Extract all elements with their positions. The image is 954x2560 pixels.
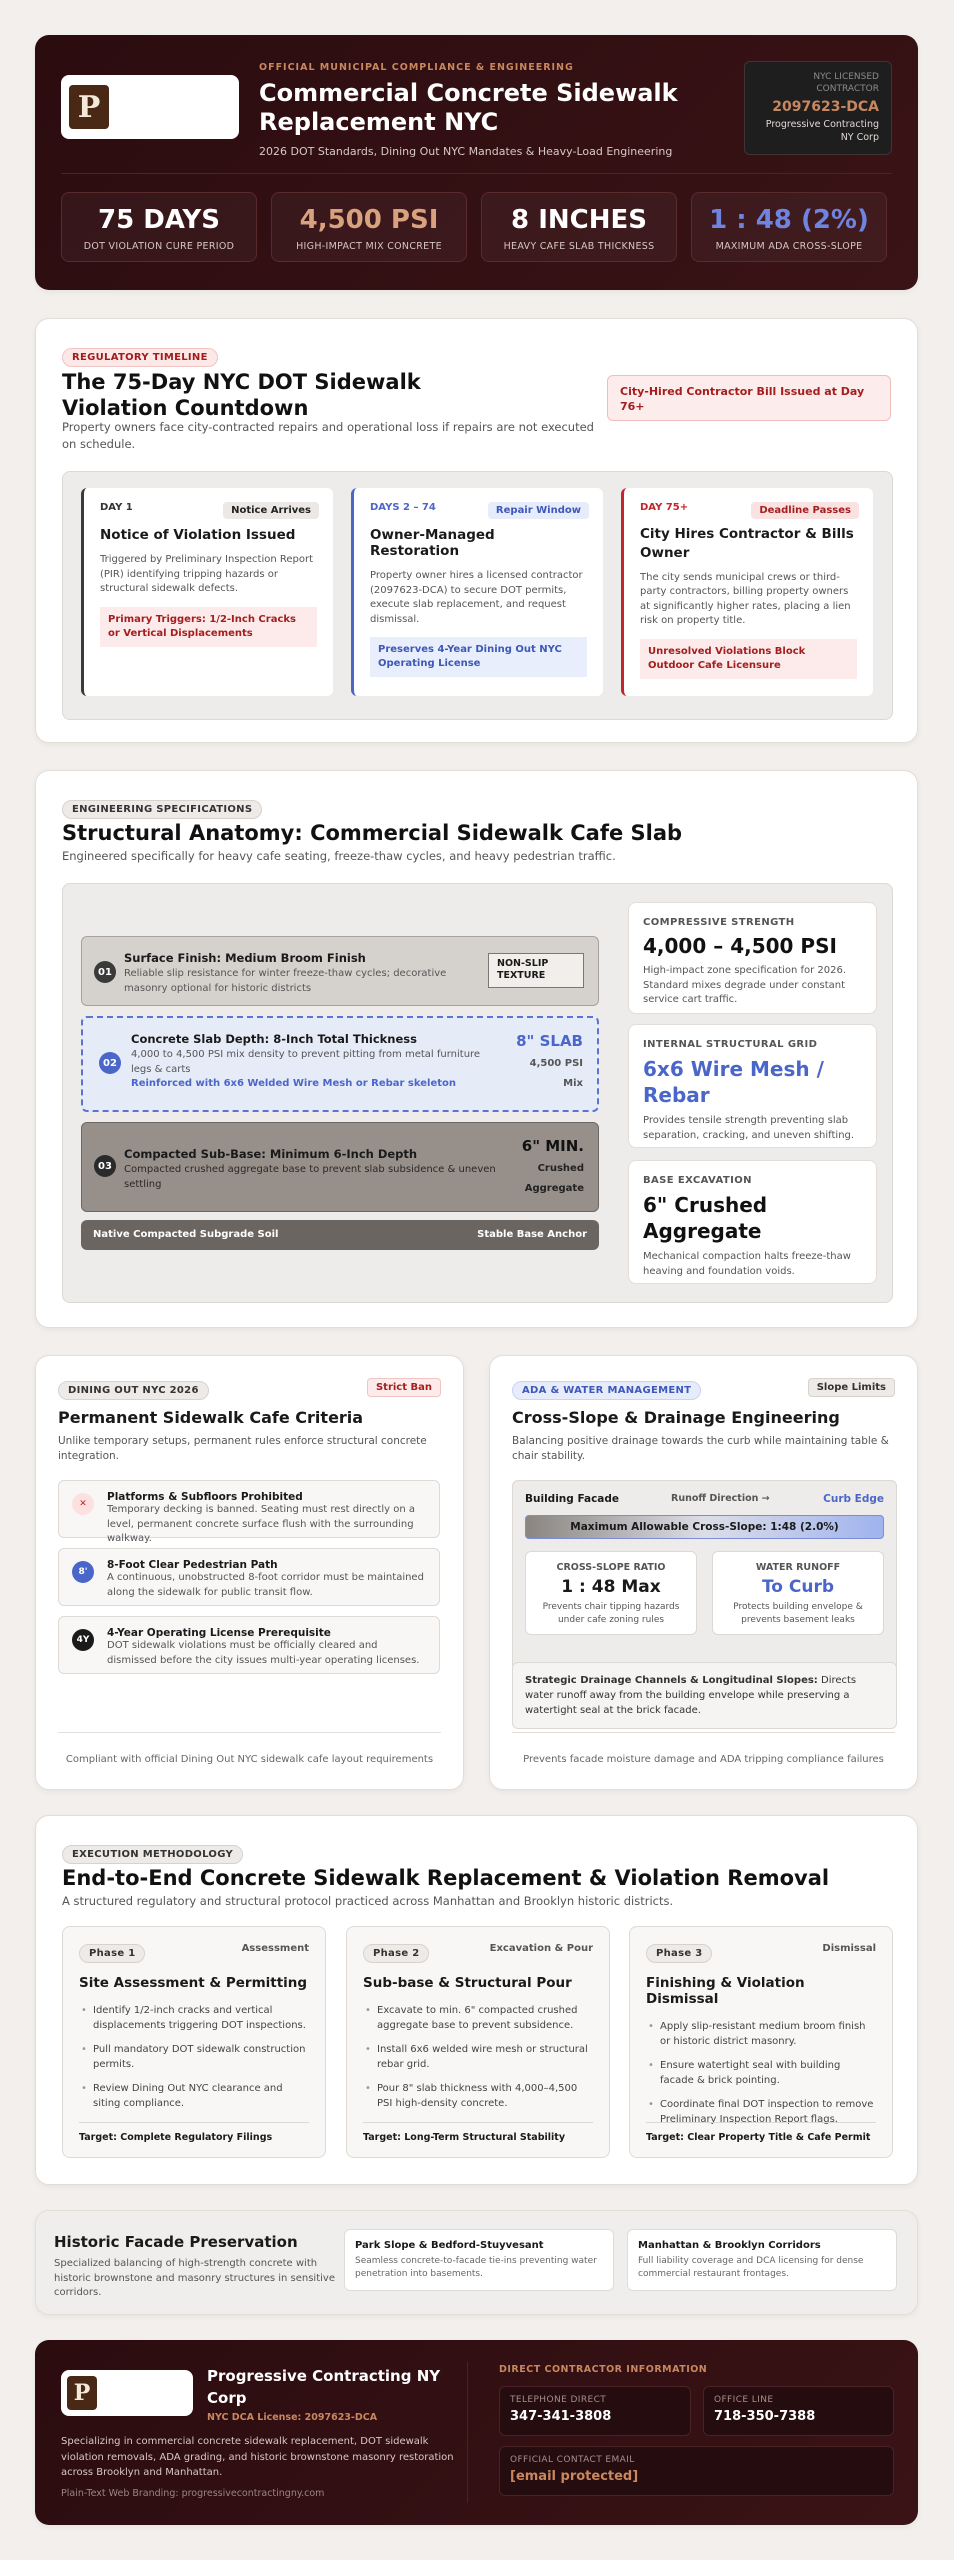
footer-branding: Plain-Text Web Branding: progressivecontractingny.com (61, 2488, 325, 2499)
layer-desc: Reliable slip resistance for winter freeze-thaw cycles; decorative masonry optional for historic districts (124, 968, 447, 994)
ada-section (489, 1355, 918, 1790)
methodology-subtitle: A structured regulatory and structural protocol practiced across Manhattan and Brooklyn historic districts. (62, 1894, 674, 1908)
phase-item: • Identify 1/2-inch cracks and vertical displacements triggering DOT inspections. (79, 2003, 309, 2033)
drainage-note-body: Directs water runoff away from the building envelope while preserving a watertight seal at the brick facade. (525, 1675, 857, 1716)
stat-label: HIGH-IMPACT MIX CONCRETE (296, 241, 442, 252)
layer-small: Crushed (537, 1163, 584, 1174)
footer-license: NYC DCA License: 2097623-DCA (207, 2412, 378, 2423)
spec-value: 4,000 – 4,500 PSI (643, 934, 837, 958)
rule-desc: DOT sidewalk violations must be officially cleared and dismissed before the city issues multi-year operating licenses. (107, 1640, 420, 1666)
ada-title: Cross-Slope & Drainage Engineering (512, 1408, 840, 1427)
spec-excavation (628, 1160, 877, 1284)
layer-slab (81, 1016, 599, 1112)
contact-key: OFFICE LINE (714, 2395, 774, 2405)
area-desc: Full liability coverage and DCA licensing for dense commercial restaurant frontages. (638, 2256, 864, 2279)
telephone-number[interactable]: 347-341-3808 (510, 2409, 612, 2424)
runoff-label: Runoff Direction → (671, 1493, 770, 1504)
layer-number: 01 (94, 961, 116, 983)
timeline-subtitle: Property owners face city-contracted repairs and operational loss if repairs are not executed on schedule. (62, 420, 594, 451)
timeline-card-body: The city sends municipal crews or third-party contractors, billing property owners at significantly higher rates, placing a lien risk on property title. (640, 571, 851, 627)
runoff-desc: Protects building envelope & prevents basement leaks (733, 1602, 863, 1625)
hero-header (35, 35, 918, 290)
four-year-icon: 4Y (72, 1629, 94, 1651)
email-link[interactable]: [email protected] (510, 2469, 639, 2484)
footer-logo[interactable] (61, 2370, 193, 2416)
ratio-key: CROSS-SLOPE RATIO (556, 1562, 666, 1573)
ratio-value: 1 : 48 Max (561, 1577, 661, 1597)
area-title: Manhattan & Brooklyn Corridors (638, 2240, 821, 2251)
timeline-card-body: Triggered by Preliminary Inspection Report (PIR) identifying tripping hazards or structural sidewalk defects. (100, 554, 314, 594)
contact-title: DIRECT CONTRACTOR INFORMATION (499, 2364, 708, 2375)
layer-title: Concrete Slab Depth: 8-Inch Total Thickness (131, 1032, 417, 1046)
stat-value: 1 : 48 (2%) (709, 205, 869, 235)
spec-strength (628, 902, 877, 1014)
phase-item: • Coordinate final DOT inspection to remove Preliminary Inspection Report flags. (646, 2097, 876, 2127)
timeline-tag: REGULATORY TIMELINE (62, 348, 218, 367)
ada-subtitle: Balancing positive drainage towards the curb while maintaining table & chair stability. (512, 1435, 889, 1463)
layer-small: Mix (563, 1078, 583, 1089)
contact-key: OFFICIAL CONTACT EMAIL (510, 2455, 635, 2465)
timeline-card-day1 (81, 488, 333, 696)
stat-value: 4,500 PSI (299, 205, 439, 235)
phase-label: Excavation & Pour (489, 1943, 593, 1954)
layer-desc: Compacted crushed aggregate base to prevent slab subsidence & uneven settling (124, 1164, 496, 1190)
prohibited-icon: ✕ (72, 1493, 94, 1515)
bill-alert: City-Hired Contractor Bill Issued at Day 76+ (607, 375, 891, 421)
area-desc: Seamless concrete-to-facade tie-ins preventing water penetration into basements. (355, 2256, 597, 2279)
timeline-badge: Repair Window (488, 502, 589, 519)
phase-title: Site Assessment & Permitting (79, 1975, 308, 1991)
area-title: Park Slope & Bedford-Stuyvesant (355, 2240, 544, 2251)
rule-desc: Temporary decking is banned. Seating must rest directly on a level, permanent concrete surface flush with the surrounding walkway. (107, 1504, 415, 1544)
phase-title: Sub-base & Structural Pour (363, 1975, 572, 1991)
slope-diagram (512, 1480, 897, 1670)
area-park-slope (344, 2229, 614, 2291)
timeline-badge: Deadline Passes (751, 502, 859, 519)
rule-license (58, 1616, 440, 1674)
timeline-track (62, 471, 893, 720)
timeline-card-title: Owner-Managed Restoration (370, 527, 495, 559)
spec-desc: Mechanical compaction halts freeze-thaw heaving and foundation voids. (643, 1251, 851, 1277)
spec-grid (628, 1024, 877, 1148)
footer (35, 2340, 918, 2525)
runoff-key: WATER RUNOFF (755, 1562, 841, 1573)
anatomy-title: Structural Anatomy: Commercial Sidewalk Cafe Slab (62, 821, 683, 845)
timeline-card-note: Preserves 4-Year Dining Out NYC Operating License (370, 637, 587, 677)
methodology-tag: EXECUTION METHODOLOGY (62, 1845, 243, 1864)
eight-foot-icon: 8' (72, 1561, 94, 1583)
anatomy-section (35, 770, 918, 1328)
stat-thickness (481, 192, 677, 262)
layer-title: Surface Finish: Medium Broom Finish (124, 951, 366, 965)
phase-item: • Excavate to min. 6" compacted crushed aggregate base to prevent subsidence. (363, 2003, 593, 2033)
drainage-note-title: Strategic Drainage Channels & Longitudinal Slopes: (525, 1675, 818, 1686)
spec-desc: Provides tensile strength preventing slab separation, cracking, and uneven shifting. (643, 1115, 855, 1141)
phase-card-2 (346, 1926, 610, 2158)
layer-desc: 4,000 to 4,500 PSI mix density to prevent pitting from metal furniture legs & carts (131, 1049, 481, 1075)
email-box[interactable] (499, 2446, 894, 2496)
timeline-badge: Notice Arrives (223, 502, 319, 519)
layer-title: Compacted Sub-Base: Minimum 6-Inch Depth (124, 1147, 418, 1161)
timeline-day: DAY 1 (100, 502, 133, 513)
footer-company: Progressive Contracting NY Corp (207, 2367, 441, 2407)
license-label: NYC LICENSED CONTRACTOR (813, 72, 879, 94)
timeline-day: DAY 75+ (640, 502, 689, 513)
stat-slope (691, 192, 887, 262)
phase-item: • Ensure watertight seal with building facade & brick pointing. (646, 2058, 876, 2088)
timeline-day: DAYS 2 – 74 (370, 502, 436, 513)
methodology-section (35, 1815, 918, 2185)
strict-ban-badge: Strict Ban (367, 1378, 441, 1397)
curb-label: Curb Edge (823, 1493, 884, 1505)
timeline-card-note: Unresolved Violations Block Outdoor Cafe Licensure (640, 639, 857, 679)
layer-big: 6" MIN. (521, 1137, 584, 1155)
timeline-card-window (351, 488, 603, 696)
hero-subtitle: 2026 DOT Standards, Dining Out NYC Mandates & Heavy-Load Engineering (259, 144, 673, 158)
telephone-box[interactable] (499, 2386, 691, 2436)
timeline-card-title: City Hires Contractor & Bills Owner (640, 526, 854, 561)
dining-footer: Compliant with official Dining Out NYC sidewalk cafe layout requirements (65, 1754, 434, 1765)
phase-title: Finishing & Violation Dismissal (646, 1975, 805, 2007)
office-number[interactable]: 718-350-7388 (714, 2409, 816, 2424)
phase-item: • Install 6x6 welded wire mesh or structural rebar grid. (363, 2042, 593, 2072)
spec-desc: High-impact zone specification for 2026. Standard mixes degrade under constant service cart traffic. (643, 965, 847, 1005)
rule-clear-path (58, 1548, 440, 1606)
soil-left: Native Compacted Subgrade Soil (93, 1229, 279, 1240)
license-box (744, 61, 892, 155)
methodology-title: End-to-End Concrete Sidewalk Replacement & Violation Removal (62, 1866, 830, 1890)
soil-right: Stable Base Anchor (477, 1229, 587, 1240)
anatomy-subtitle: Engineered specifically for heavy cafe seating, freeze-thaw cycles, and heavy pedestrian traffic. (62, 849, 616, 863)
rule-desc: A continuous, unobstructed 8-foot corridor must be maintained along the sidewalk for public transit flow. (107, 1572, 424, 1598)
slope-limits-badge: Slope Limits (808, 1378, 895, 1397)
layer-small: Aggregate (524, 1183, 584, 1194)
drainage-note (512, 1662, 897, 1729)
rule-platforms (58, 1480, 440, 1544)
phase-target: Target: Clear Property Title & Cafe Permit (646, 2132, 871, 2143)
ratio-box (525, 1551, 697, 1635)
layer-subbase (81, 1122, 599, 1212)
stat-cure-period (61, 192, 257, 262)
hero-kicker: OFFICIAL MUNICIPAL COMPLIANCE & ENGINEERING (259, 62, 574, 73)
layer-number: 02 (99, 1052, 121, 1074)
stat-label: DOT VIOLATION CURE PERIOD (83, 241, 235, 252)
stat-label: MAXIMUM ADA CROSS-SLOPE (715, 241, 863, 252)
license-number: 2097623-DCA (772, 99, 879, 116)
license-company: Progressive Contracting NY Corp (765, 119, 879, 144)
slab-diagram (62, 883, 893, 1303)
spec-value: 6x6 Wire Mesh / Rebar (643, 1057, 824, 1107)
timeline-card-note: Primary Triggers: 1/2-Inch Cracks or Vertical Displacements (100, 607, 317, 647)
ada-tag: ADA & WATER MANAGEMENT (512, 1381, 701, 1400)
layer-tag: NON-SLIP TEXTURE (488, 953, 584, 988)
ada-footer: Prevents facade moisture damage and ADA tripping compliance failures (523, 1754, 884, 1765)
layer-number: 03 (94, 1155, 116, 1177)
timeline-card-body: Property owner hires a licensed contractor (2097623-DCA) to secure DOT permits, execute slab replacement, and request dismissal. (370, 570, 583, 625)
historic-desc: Specialized balancing of high-strength concrete with historic brownstone and masonry structures in sensitive corridors. (54, 2258, 335, 2298)
timeline-title: The 75-Day NYC DOT Sidewalk Violation Countdown (62, 370, 421, 421)
phase-target: Target: Long-Term Structural Stability (363, 2132, 566, 2143)
phase-pill: Phase 1 (79, 1944, 145, 1963)
layer-soil (81, 1220, 599, 1250)
dining-tag: DINING OUT NYC 2026 (58, 1381, 209, 1400)
phase-card-3 (629, 1926, 893, 2158)
stat-value: 8 INCHES (511, 205, 647, 235)
spec-value: 6" Crushed Aggregate (643, 1193, 768, 1243)
layer-small: 4,500 PSI (529, 1058, 583, 1069)
phase-item: • Apply slip-resistant medium broom finish or historic district masonry. (646, 2019, 876, 2049)
layer-extra: Reinforced with 6x6 Welded Wire Mesh or Rebar skeleton (131, 1078, 457, 1089)
company-logo[interactable] (61, 75, 239, 139)
anatomy-tag: ENGINEERING SPECIFICATIONS (62, 800, 262, 819)
rule-title: Platforms & Subfloors Prohibited (107, 1491, 303, 1503)
stat-label: HEAVY CAFE SLAB THICKNESS (503, 241, 655, 252)
footer-desc: Specializing in commercial concrete sidewalk replacement, DOT sidewalk violation removals, ADA grading, and historic brownstone masonry restoration across Brooklyn and Manhattan. (61, 2436, 454, 2478)
phase-label: Assessment (241, 1943, 309, 1954)
historic-section (35, 2210, 918, 2315)
facade-label: Building Facade (525, 1493, 620, 1505)
contact-key: TELEPHONE DIRECT (510, 2395, 607, 2405)
phase-target: Target: Complete Regulatory Filings (79, 2132, 273, 2143)
runoff-box (712, 1551, 884, 1635)
phase-item: • Pour 8" slab thickness with 4,000–4,500 PSI high-density concrete. (363, 2081, 593, 2111)
logo-p-icon: P (67, 2376, 97, 2410)
page-title: Commercial Concrete Sidewalk Replacement NYC (259, 79, 678, 137)
spec-key: INTERNAL STRUCTURAL GRID (643, 1039, 818, 1050)
stat-psi (271, 192, 467, 262)
timeline-card-title: Notice of Violation Issued (100, 527, 296, 543)
phase-card-1 (62, 1926, 326, 2158)
rule-title: 4-Year Operating License Prerequisite (107, 1627, 331, 1639)
timeline-section (35, 318, 918, 743)
phase-item: • Pull mandatory DOT sidewalk construction permits. (79, 2042, 309, 2072)
spec-key: COMPRESSIVE STRENGTH (643, 917, 795, 928)
slope-bar: Maximum Allowable Cross-Slope: 1:48 (2.0%) (525, 1515, 884, 1539)
runoff-value: To Curb (761, 1577, 835, 1597)
phase-pill: Phase 2 (363, 1944, 429, 1963)
timeline-card-deadline (621, 488, 873, 696)
ratio-desc: Prevents chair tipping hazards under cafe zoning rules (542, 1602, 680, 1625)
phase-pill: Phase 3 (646, 1944, 712, 1963)
phase-item: • Review Dining Out NYC clearance and siting compliance. (79, 2081, 309, 2111)
area-corridors (627, 2229, 897, 2291)
layer-surface (81, 936, 599, 1006)
stat-value: 75 DAYS (97, 205, 220, 235)
dining-title: Permanent Sidewalk Cafe Criteria (58, 1408, 364, 1427)
office-box[interactable] (703, 2386, 894, 2436)
dining-subtitle: Unlike temporary setups, permanent rules enforce structural concrete integration. (58, 1435, 427, 1463)
dining-section (35, 1355, 464, 1790)
spec-key: BASE EXCAVATION (643, 1175, 752, 1186)
layer-big: 8" SLAB (516, 1032, 583, 1050)
historic-title: Historic Facade Preservation (54, 2233, 298, 2251)
phase-label: Dismissal (822, 1943, 876, 1954)
rule-title: 8-Foot Clear Pedestrian Path (107, 1559, 278, 1571)
logo-p-icon: P (69, 85, 109, 129)
